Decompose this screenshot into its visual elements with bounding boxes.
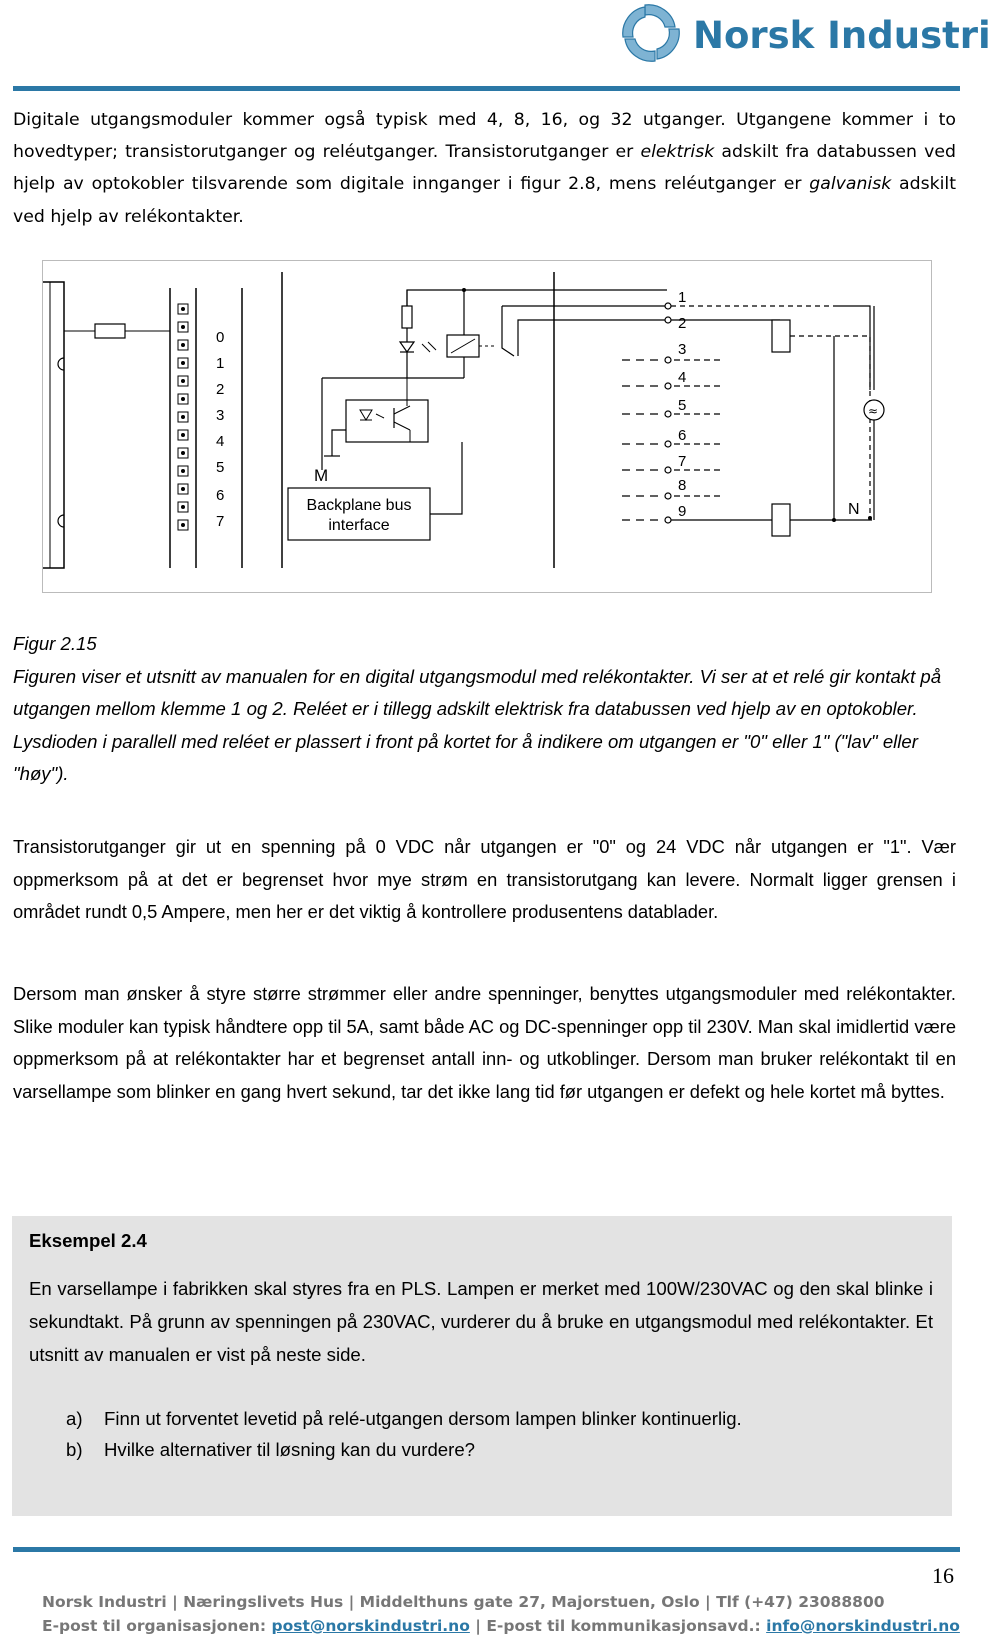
- led-label-3: 3: [216, 407, 225, 424]
- footer-rule: [13, 1547, 960, 1552]
- page-number: 16: [932, 1563, 954, 1588]
- footer-address: Norsk Industri | Næringslivets Hus | Middelthuns gate 27, Majorstuen, Oslo | Tlf (+47) 23088800: [42, 1593, 885, 1611]
- terminal-label-9: 9: [678, 503, 687, 520]
- led-label-6: 6: [216, 487, 225, 504]
- example-title: Eksempel 2.4: [29, 1230, 147, 1251]
- led-label-1: 1: [216, 355, 225, 372]
- backplane-label-2: interface: [328, 517, 390, 534]
- neutral-label-n: N: [848, 501, 860, 518]
- terminal-label-8: 8: [678, 477, 687, 494]
- logo-emblem-icon: [615, 0, 687, 64]
- led-label-4: 4: [216, 433, 225, 450]
- led-label-5: 5: [216, 459, 225, 476]
- list-item-text: Hvilke alternativer til løsning kan du vurdere?: [104, 1439, 476, 1460]
- backplane-label-1: Backplane bus: [306, 497, 412, 514]
- email-link-info[interactable]: info@norskindustri.no: [766, 1617, 960, 1635]
- list-item: [66, 1403, 742, 1434]
- terminal-label-3: 3: [678, 341, 687, 358]
- led-label-0: 0: [216, 329, 225, 346]
- list-item: [66, 1434, 742, 1465]
- figure-label: Figur 2.15: [13, 633, 97, 654]
- example-body: En varsellampe i fabrikken skal styres fra en PLS. Lampen er merket med 100W/230VAC og den skal blinke i sekundtakt. På grunn av spenningen på 230VAC, vurderer du å bruke en utgangsmodul med relékontakter. Et utsnitt av manualen er vist på neste side.: [29, 1278, 933, 1365]
- terminal-label-2: 2: [678, 315, 687, 332]
- ground-label-m: M: [314, 466, 329, 485]
- list-item-text: Finn ut forventet levetid på relé-utgangen dersom lampen blinker kontinuerlig.: [104, 1408, 742, 1429]
- relay-output-module-diagram: [42, 260, 932, 593]
- led-label-7: 7: [216, 513, 225, 530]
- list-marker: b): [66, 1439, 83, 1460]
- figure-caption-text: Figuren viser et utsnitt av manualen for en digital utgangsmodul med relékontakter. Vi ser at et relé gir kontakt på utgangen mellom klemme 1 og 2. Reléet er i tillegg adskilt elektrisk fra databussen ved hjelp av en optokobler. Lysdioden i parallell med reléet er plassert i front på kortet for å indikere om utgangen er "0" eller 1" ("lav" eller "høy").: [13, 665, 942, 784]
- terminal-label-5: 5: [678, 397, 687, 414]
- terminal-label-1: 1: [678, 289, 687, 306]
- terminal-label-4: 4: [678, 369, 687, 386]
- example-box: [12, 1216, 952, 1516]
- list-marker: a): [66, 1408, 83, 1429]
- figure-caption: [13, 628, 956, 791]
- logo-text: Norsk Industri: [693, 14, 991, 57]
- terminal-label-7: 7: [678, 453, 687, 470]
- paragraph-relay-outputs: Dersom man ønsker å styre større strømmer eller andre spenninger, benyttes utgangsmoduler med relékontakter. Slike moduler kan typisk håndtere opp til 5A, samt både AC og DC-spenninger opp til 230V. Man skal imidlertid være oppmerksom på at relékontakter har et begrenset antall inn- og utkoblinger. Dersom man bruker relékontakt til en varsellampe som blinker en gang hvert sekund, tar det ikke lang tid før utgangen er defekt og hele kortet må byttes.: [13, 983, 956, 1102]
- intro-paragraph: Digitale utgangsmoduler kommer også typisk med 4, 8, 16, og 32 utganger. Utgangene kommer i to hovedtyper; transistorutganger og reléutganger. Transistorutganger er elektrisk adskilt fra databussen ved hjelp av optokobler tilsvarende som digitale innganger i figur 2.8, mens reléutganger er galvanisk adskilt ved hjelp av relékontakter.: [13, 110, 956, 227]
- footer-contact: E-post til organisasjonen: post@norskindustri.no | E-post til kommunikasjonsavd.: info@norskindustri.no: [42, 1617, 960, 1635]
- led-label-2: 2: [216, 381, 225, 398]
- paragraph-transistor-outputs: Transistorutganger gir ut en spenning på 0 VDC når utgangen er "0" og 24 VDC når utgangen er "1". Vær oppmerksom på at det er begrenset hvor mye strøm en transistorutgang kan levere. Normalt ligger grensen i området rundt 0,5 Ampere, men her er det viktig å kontrollere produsentens datablader.: [13, 836, 956, 922]
- norsk-industri-logo: [615, 0, 991, 64]
- header-rule: [13, 86, 960, 91]
- email-link-post[interactable]: post@norskindustri.no: [271, 1617, 470, 1635]
- terminal-label-6: 6: [678, 427, 687, 444]
- svg-text:≈: ≈: [868, 404, 879, 418]
- example-question-list: [66, 1403, 742, 1465]
